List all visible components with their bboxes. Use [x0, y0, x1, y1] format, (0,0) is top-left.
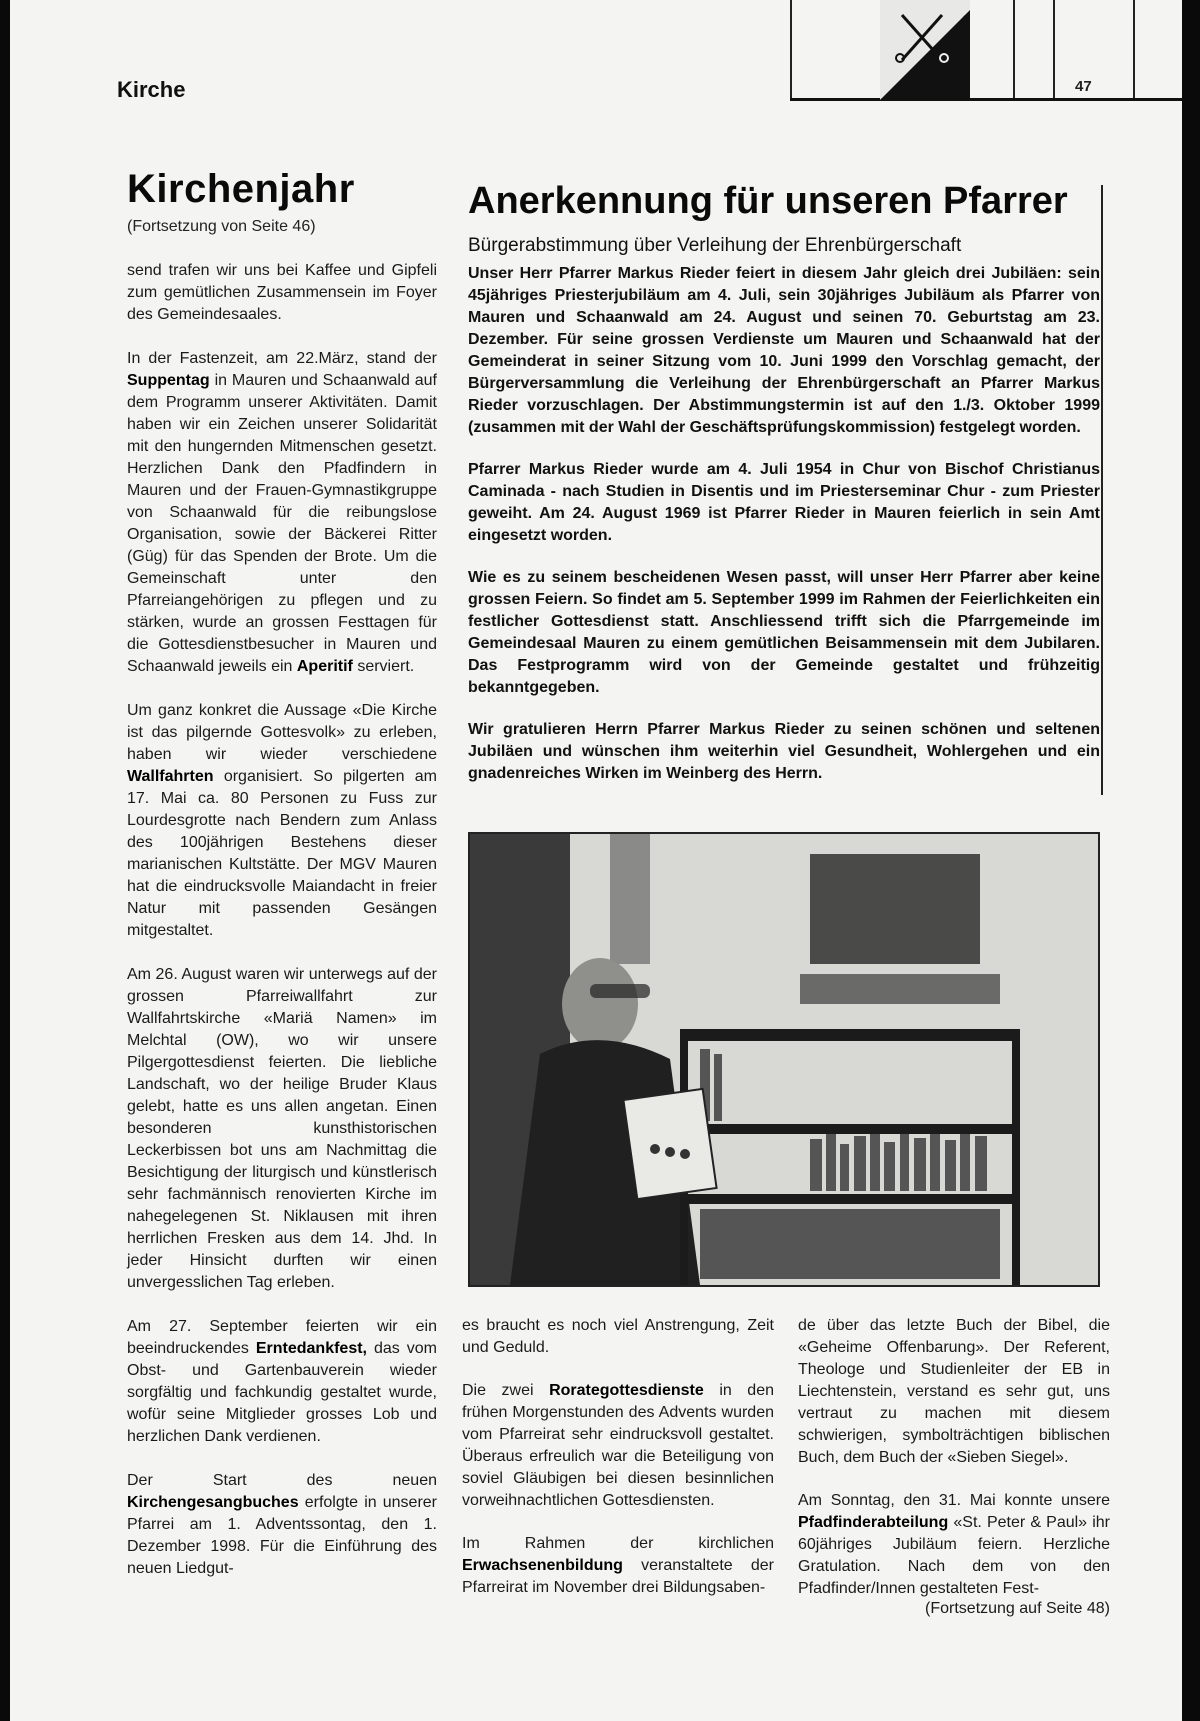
photo-priest-bookshelf — [468, 832, 1100, 1287]
magazine-page — [10, 0, 1182, 1721]
paragraph: Die zwei Rorategottesdienste in den frühen Morgenstunden des Advents wurden vom Pfarreirat sehr eindrucksvoll gestaltet. Überaus erfreulich war die Beteiligung von soviel Gläubigen bei diesen besinnlichen vorweihnachtlichen Gottesdiensten. — [462, 1382, 774, 1509]
bottom-column-2 — [798, 1315, 1110, 1618]
paragraph: Am 27. September feierten wir ein beeindruckendes Erntedankfest, das vom Obst- und Gartenbauverein wieder sorgfältig und fachkundig gestaltet wurde, wofür seine Mitglieder grosses Lob und herzlichen Dank verdienen. — [127, 1318, 437, 1445]
paragraph: In der Fastenzeit, am 22.März, stand der Suppentag in Mauren und Schaanwald auf dem Programm unserer Aktivitäten. Damit haben wir ein Zeichen unserer Solidarität mit den hungernden Mitmenschen gesetzt. Herzlichen Dank den Pfadfindern in Mauren und der Frauen-Gymnastikgruppe von Schaanwald für die reibungslose Organisation, sowie der Bäckerei Ritter (Güg) für das Spenden der Brote. Um die Gemeinschaft unter den Pfarreiangehörigen zu pflegen und zu stärken, wurde an grossen Festtagen für die Gottesdienstbesucher in Mauren und Schaanwald jeweils ein Aperitif serviert. — [127, 350, 437, 675]
header-bar — [790, 98, 1182, 101]
header-rule — [790, 0, 792, 100]
paragraph: Um ganz konkret die Aussage «Die Kirche ist das pilgernde Gottesvolk» zu erleben, haben wir wieder verschiedene Wallfahrten organisiert. So pilgerten am 17. Mai ca. 80 Personen zu Fuss zur Lourdesgrotte nach Bendern zum Anlass des 100jährigen Bestehens dieser marianischen Kultstätte. Der MGV Mauren hat die eindrucksvolle Maiandacht in freier Natur mit passenden Gesängen mitgestaltet. — [127, 702, 437, 939]
page-number: 47 — [1075, 78, 1092, 95]
right-article — [468, 180, 1100, 805]
paragraph: es braucht es noch viel Anstrengung, Zeit und Geduld. — [462, 1317, 774, 1356]
section-label: Kirche — [117, 77, 186, 102]
paragraph: Am Sonntag, den 31. Mai konnte unsere Pfadfinderabteilung «St. Peter & Paul» ihr 60jähriges Jubiläum feiern. Herzliche Gratulation. Nach dem von den Pfadfinder/Innen gestalteten Fest- — [798, 1492, 1110, 1597]
coat-of-arms-icon — [880, 0, 970, 100]
paragraph: send trafen wir uns bei Kaffee und Gipfeli zum gemütlichen Zusammensein im Foyer des Gemeindesaales. — [127, 262, 437, 323]
header-rule — [1013, 0, 1015, 100]
paragraph: Unser Herr Pfarrer Markus Rieder feiert in diesem Jahr gleich drei Jubiläen: sein 45jähriges Priesterjubiläum am 4. Juli, sein 30jähriges Jubiläum als Pfarrer von Mauren und Schaanwald am 24. August und seinen 70. Geburtstag am 23. Dezember. Für seine grossen Verdienste um Mauren und Schaanwald hat der Gemeinderat in seiner Sitzung vom 10. Juni 1999 den Vorschlag gemacht, der Bürgerversammlung die Verleihung der Ehrenbürgerschaft an Pfarrer Markus Rieder vorzuschlagen. Der Abstimmungstermin ist auf den 1./3. Oktober 1999 (zusammen mit der Wahl der Geschäftsprüfungskommission) festgelegt worden. — [468, 265, 1100, 436]
paragraph: Im Rahmen der kirchlichen Erwachsenenbildung veranstaltete der Pfarreirat im November drei Bildungsaben- — [462, 1535, 774, 1596]
bottom-column-1 — [462, 1315, 774, 1620]
right-article-subtitle: Bürgerabstimmung über Verleihung der Ehrenbürgerschaft — [468, 235, 962, 256]
header-rule — [1133, 0, 1135, 100]
paragraph: Am 26. August waren wir unterwegs auf der grossen Pfarreiwallfahrt zur Wallfahrtskirche «Mariä Namen» im Melchtal (OW), wo wir unsere Pilgergottesdienst feierten. Die liebliche Landschaft, wo der heilige Bruder Klaus gelebt, hatte es uns allen angetan. Einen besonderen kunsthistorischen Leckerbissen bot uns am Nachmittag die Besichtigung der liturgisch und künstlerisch sehr fachmännisch renovierten Kirche im nahegelegenen St. Niklausen mit ihren herrlichen Fresken aus dem 14. Jhd. In jeder Hinsicht durften wir einen unvergesslichen Tag erleben. — [127, 966, 437, 1291]
paragraph: de über das letzte Buch der Bibel, die «Geheime Offenbarung». Der Referent, Theologe und Studienleiter der EB in Liechtenstein, verstand es sehr gut, uns vertraut zu machen mit diesem schwierigen, symbolträchtigen biblischen Buch, dem Buch der «Sieben Siegel». — [798, 1317, 1110, 1466]
left-article-subtitle: (Fortsetzung von Seite 46) — [127, 218, 316, 235]
header-rule — [1053, 0, 1055, 100]
paragraph: Wie es zu seinem bescheidenen Wesen passt, will unser Herr Pfarrer aber keine grossen Feiern. So findet am 5. September 1999 im Rahmen der Feierlichkeiten ein festlicher Gottesdienst statt. Anschliessend trifft sich die Pfarrgemeinde im Gemeindesaal Mauren zu einem gemütlichen Beisammensein mit dem Jubilaren. Das Festprogramm wird von der Gemeinde gestaltet und frühzeitig bekanntgegeben. — [468, 569, 1100, 696]
paragraph: Der Start des neuen Kirchengesangbuches erfolgte in unserer Pfarrei am 1. Adventssontag, den 1. Dezember 1998. Für die Einführung des neuen Liedgut- — [127, 1472, 437, 1577]
paragraph: Wir gratulieren Herrn Pfarrer Markus Rieder zu seinen schönen und seltenen Jubiläen und wünschen ihm weiterhin viel Gesundheit, Wohlergehen und ein gnadenreiches Wirken im Weinberg des Herrn. — [468, 721, 1100, 782]
paragraph: Pfarrer Markus Rieder wurde am 4. Juli 1954 in Chur von Bischof Christianus Caminada - nach Studien in Disentis und im Priesterseminar Chur - zum Priester geweiht. Am 24. August 1969 ist Pfarrer Rieder in Mauren feierlich in sein Amt eingesetzt worden. — [468, 461, 1100, 544]
right-article-title: Anerkennung für unseren Pfarrer — [468, 180, 1068, 222]
left-column — [127, 167, 437, 1602]
column-rule — [1101, 185, 1103, 795]
left-article-title: Kirchenjahr — [127, 167, 355, 211]
continued-note: (Fortsetzung auf Seite 48) — [925, 1600, 1110, 1617]
